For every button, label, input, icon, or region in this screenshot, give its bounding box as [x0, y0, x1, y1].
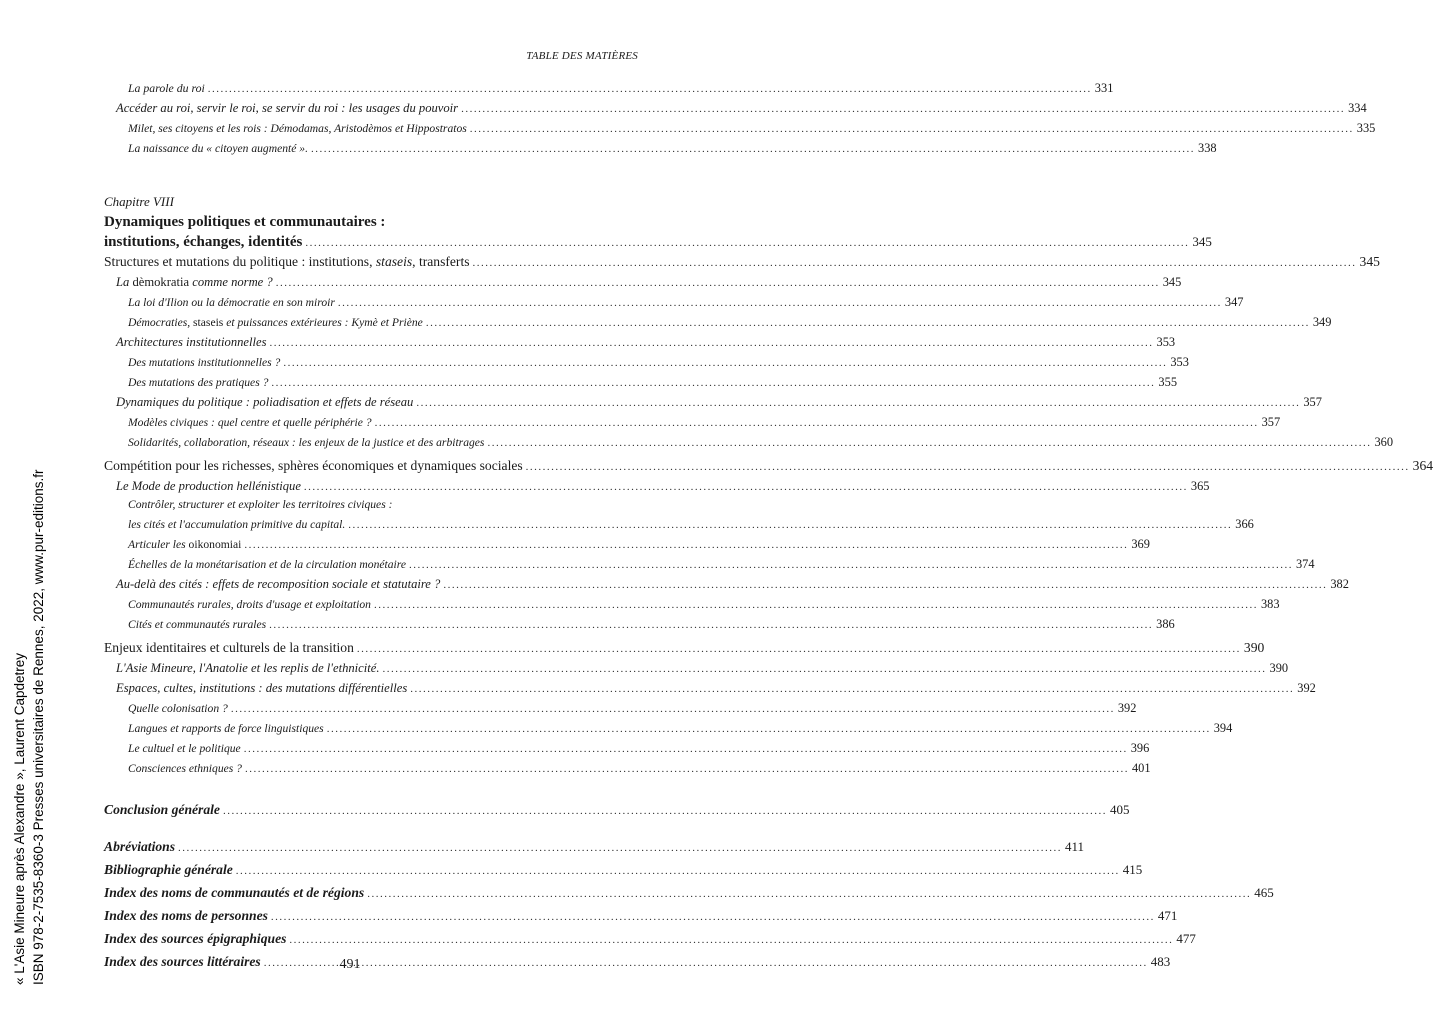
toc-entry-title: La naissance du « citoyen augmenté ». — [128, 142, 308, 155]
chapter-label: Chapitre VIII — [104, 194, 174, 209]
toc-entry[interactable] — [104, 738, 1150, 758]
toc-back-matter-title: Index des noms de communautés et de régions — [104, 885, 365, 900]
toc-section-title: Enjeux identitaires et culturels de la transition — [104, 640, 354, 655]
toc-section-page: 364 — [1412, 458, 1433, 473]
toc-entry-title: Quelle colonisation ? — [128, 702, 228, 715]
side-note-line2: ISBN 978-2-7535-8360-3 Presses universitaires de Rennes, 2022, www.pur-editions.fr — [31, 469, 46, 985]
toc-entry-page: 338 — [1198, 141, 1217, 155]
toc-back-matter-entry[interactable] — [104, 858, 1143, 881]
toc-entry[interactable] — [104, 554, 1315, 574]
toc-entry[interactable] — [104, 312, 1332, 332]
toc-entry-page: 396 — [1130, 741, 1150, 755]
toc-subsection-page: 345 — [1162, 275, 1182, 289]
toc-entry[interactable] — [104, 534, 1150, 554]
toc-entry-title: les cités et l'accumulation primitive du capital. — [128, 518, 346, 531]
toc-section-page: 390 — [1243, 640, 1265, 655]
toc-back-matter-page: 415 — [1122, 862, 1143, 877]
table-of-contents — [104, 78, 1433, 973]
toc-entry-title: Langues et rapports de force linguistiques — [128, 722, 324, 735]
toc-subsection-page: 390 — [1269, 661, 1289, 675]
toc-conclusion[interactable] — [104, 798, 1130, 821]
chapter-title-entry[interactable] — [104, 232, 1212, 252]
toc-back-matter-title: Index des sources épigraphiques — [104, 931, 287, 946]
toc-entry-page: 360 — [1374, 435, 1394, 449]
toc-subsection[interactable] — [104, 476, 1210, 496]
toc-section[interactable] — [104, 252, 1380, 272]
toc-entry-title: Des mutations institutionnelles ? — [128, 356, 281, 369]
toc-entry-title: La parole du roi — [128, 81, 205, 95]
toc-entry[interactable] — [104, 372, 1178, 392]
toc-subsection-title: L'Asie Mineure, l'Anatolie et les replis de l'ethnicité. — [116, 661, 380, 675]
toc-entry-page: 383 — [1260, 597, 1280, 611]
toc-entry-title: Consciences ethniques ? — [128, 762, 242, 775]
toc-section-title: Compétition pour les richesses, sphères économiques et dynamiques sociales — [104, 458, 523, 473]
toc-section[interactable] — [104, 638, 1265, 658]
toc-entry[interactable] — [104, 718, 1233, 738]
toc-entry-page: 353 — [1170, 355, 1189, 369]
toc-entry-title: La loi d'Ilion ou la démocratie en son miroir — [128, 296, 335, 309]
toc-entry[interactable] — [104, 514, 1254, 534]
toc-entry[interactable] — [104, 698, 1137, 718]
toc-subsection[interactable] — [104, 332, 1176, 352]
toc-subsection-page: 392 — [1297, 681, 1316, 695]
toc-subsection-page: 382 — [1330, 577, 1349, 591]
toc-subsection[interactable] — [104, 272, 1182, 292]
toc-entry[interactable] — [104, 412, 1281, 432]
toc-subsection[interactable] — [104, 678, 1316, 698]
toc-entry-title: Échelles de la monétarisation et de la circulation monétaire — [128, 558, 406, 571]
toc-entry-page: 357 — [1261, 415, 1281, 429]
toc-entry-title: Accéder au roi, servir le roi, se servir du roi : les usages du pouvoir — [116, 101, 459, 115]
toc-entry-page: 401 — [1131, 761, 1151, 775]
toc-section[interactable] — [104, 456, 1433, 476]
toc-entry[interactable] — [104, 78, 1114, 98]
toc-subsection-title: La dèmokratia comme norme ? — [116, 275, 273, 289]
toc-entry[interactable] — [104, 98, 1367, 118]
chapter-title-line2: institutions, échanges, identités — [104, 234, 303, 250]
running-head: TABLE DES MATIÈRES — [526, 50, 638, 62]
toc-entry[interactable] — [104, 138, 1217, 158]
toc-back-matter-title: Bibliographie générale — [104, 862, 233, 877]
toc-subsection[interactable] — [104, 574, 1349, 594]
toc-entry[interactable] — [104, 594, 1280, 614]
toc-subsection-title: Le Mode de production hellénistique — [116, 479, 301, 493]
toc-back-matter-title: Abréviations — [104, 839, 175, 854]
toc-entry[interactable] — [104, 432, 1394, 452]
toc-back-matter-title: Index des sources littéraires — [104, 954, 261, 969]
toc-subsection-title: Espaces, cultes, institutions : des mutations différentielles — [116, 681, 408, 695]
toc-entry-page: 355 — [1158, 375, 1178, 389]
toc-entry-title: Communautés rurales, droits d'usage et exploitation — [128, 598, 371, 611]
chapter-page: 345 — [1192, 234, 1212, 249]
toc-subsection-page: 353 — [1156, 335, 1176, 349]
toc-entry-page: 349 — [1312, 315, 1332, 329]
toc-back-matter-page: 411 — [1065, 839, 1085, 854]
toc-back-matter-page: 465 — [1254, 885, 1274, 900]
toc-entry[interactable] — [104, 758, 1151, 778]
toc-entry-title: Milet, ses citoyens et les rois : Démodamas, Aristodèmos et Hippostratos — [128, 122, 467, 135]
toc-section-page: 345 — [1359, 254, 1380, 269]
toc-subsection[interactable] — [104, 392, 1322, 412]
toc-entry-title: Démocraties, staseis et puissances extérieures : Kymè et Priène — [128, 316, 423, 329]
toc-subsection-title: Dynamiques du politique : poliadisation et effets de réseau — [116, 395, 414, 409]
toc-entry-page: 392 — [1117, 701, 1137, 715]
toc-entry[interactable] — [104, 292, 1244, 312]
toc-entry[interactable] — [104, 614, 1175, 634]
toc-entry-title: Articuler les oikonomiai — [128, 538, 242, 551]
toc-entry-page: 374 — [1295, 557, 1315, 571]
toc-entry-title: Le cultuel et le politique — [128, 742, 241, 755]
side-copyright-note — [10, 469, 48, 985]
toc-entry-title: Des mutations des pratiques ? — [128, 376, 269, 389]
toc-back-matter-entry[interactable] — [104, 904, 1178, 927]
toc-entry-page: 331 — [1094, 81, 1114, 95]
toc-back-matter-page: 477 — [1176, 931, 1196, 946]
toc-subsection-title: Au-delà des cités : effets de recomposition sociale et statutaire ? — [116, 577, 441, 591]
toc-subsection-page: 365 — [1190, 479, 1210, 493]
toc-entry-page: 366 — [1235, 517, 1254, 531]
toc-subsection-page: 357 — [1303, 395, 1322, 409]
toc-entry[interactable] — [104, 118, 1376, 138]
toc-entry-page: 386 — [1156, 617, 1175, 631]
toc-subsection-title: Architectures institutionnelles — [116, 335, 267, 349]
toc-entry-page: 335 — [1356, 121, 1376, 135]
side-note-line1: « L'Asie Mineure après Alexandre », Laurent Capdetrey — [12, 652, 27, 985]
page-number: 491 — [339, 957, 361, 972]
toc-entry[interactable] — [104, 352, 1189, 372]
toc-conclusion-title: Conclusion générale — [104, 802, 220, 817]
toc-entry-title: Solidarités, collaboration, réseaux : les enjeux de la justice et des arbitrages — [128, 436, 485, 449]
toc-entry-title: Modèles civiques : quel centre et quelle périphérie ? — [128, 416, 372, 429]
toc-entry-page: 334 — [1348, 101, 1367, 115]
toc-back-matter-page: 483 — [1150, 954, 1171, 969]
toc-entry-page: 369 — [1131, 537, 1150, 551]
toc-entry-wrapped-line[interactable]: Contrôler, structurer et exploiter les territoires civiques : — [128, 498, 393, 511]
toc-back-matter-title: Index des noms de personnes — [104, 908, 268, 923]
toc-entry-title: Cités et communautés rurales — [128, 618, 267, 631]
toc-entry-page: 347 — [1224, 295, 1244, 309]
chapter-title-line1: Dynamiques politiques et communautaires : — [104, 214, 386, 230]
toc-back-matter-entry[interactable] — [104, 835, 1085, 858]
toc-section-title: Structures et mutations du politique : institutions, staseis, transferts — [104, 254, 470, 269]
toc-conclusion-page: 405 — [1109, 802, 1130, 817]
toc-subsection[interactable] — [104, 658, 1289, 678]
toc-entry-page: 394 — [1213, 721, 1233, 735]
toc-back-matter-entry[interactable] — [104, 927, 1196, 950]
toc-back-matter-page: 471 — [1157, 908, 1178, 923]
toc-back-matter-entry[interactable] — [104, 881, 1274, 904]
